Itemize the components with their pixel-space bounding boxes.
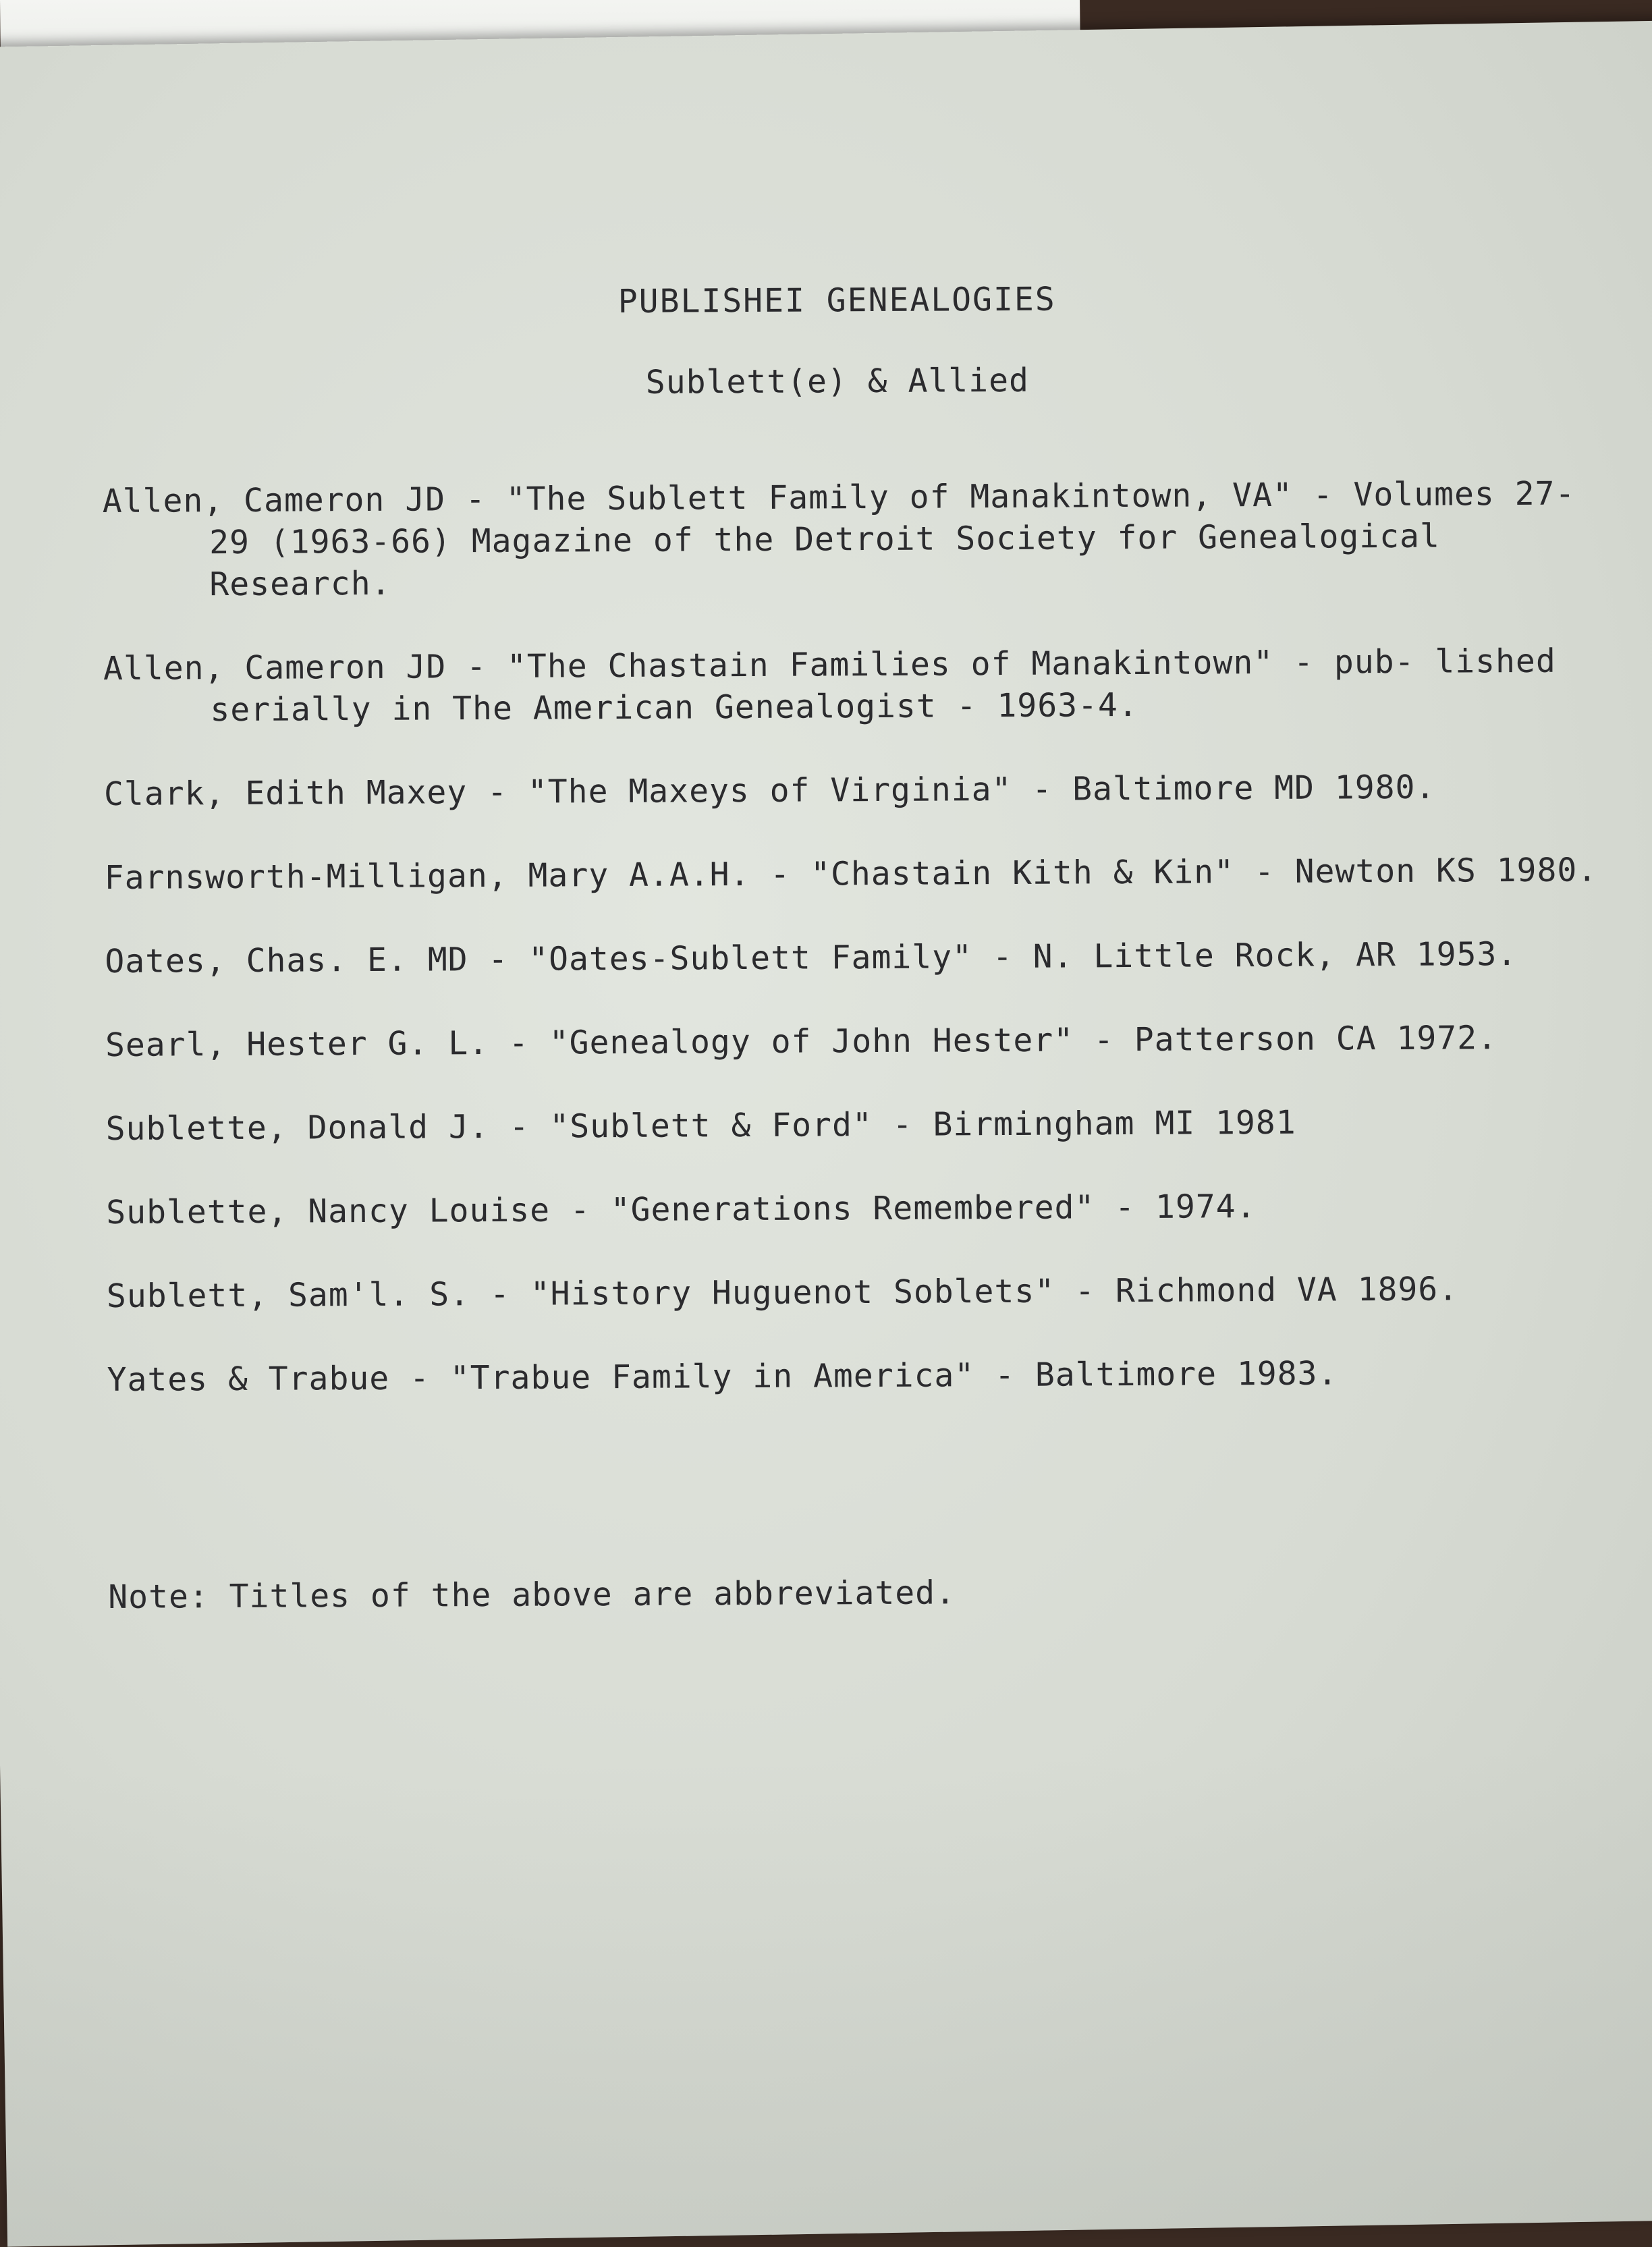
genealogy-entry bbox=[107, 1351, 1617, 1401]
genealogy-entry bbox=[106, 1100, 1616, 1150]
entry-first-line: Allen, Cameron JD - "The Chastain Families of Manakintown" - pub- bbox=[103, 642, 1415, 688]
entry-first-line: Sublette, Nancy Louise - "Generations Remembered" - 1974. bbox=[106, 1188, 1257, 1231]
entry-first-line: Sublette, Donald J. - "Sublett & Ford" - Birmingham MI 1981 bbox=[105, 1103, 1296, 1148]
entry-first-line: Sublett, Sam'l. S. - "History Huguenot Soblets" - Richmond VA 1896. bbox=[106, 1270, 1459, 1315]
genealogy-list bbox=[103, 472, 1626, 1401]
paper-shading bbox=[0, 1747, 1652, 2246]
entry-continuation: Volumes 27-29 (1963-66) Magazine of the Detroit Society for Genealogical Research. bbox=[209, 474, 1576, 604]
genealogy-entry bbox=[107, 1267, 1617, 1317]
entry-first-line: Searl, Hester G. L. - "Genealogy of John Hester" - Patterson CA 1972. bbox=[105, 1019, 1498, 1064]
genealogy-entry bbox=[106, 1184, 1616, 1233]
genealogy-entry bbox=[105, 933, 1615, 982]
page-subtitle: Sublett(e) & Allied bbox=[645, 361, 1030, 401]
genealogy-entry bbox=[104, 765, 1614, 815]
genealogy-entry bbox=[103, 640, 1614, 731]
entry-first-line: Farnsworth-Milligan, Mary A.A.H. - "Chastain Kith & Kin" - Newton bbox=[104, 852, 1416, 897]
footnote: Note: Titles of the above are abbreviated. bbox=[108, 1574, 956, 1616]
entry-first-line: Yates & Trabue - "Trabue Family in America" - Baltimore 1983. bbox=[107, 1354, 1338, 1399]
genealogy-entry bbox=[103, 472, 1614, 606]
entry-first-line: Oates, Chas. E. MD - "Oates-Sublett Family" - N. Little Rock, AR bbox=[105, 935, 1396, 980]
heading-block bbox=[297, 277, 1377, 405]
entry-first-line: Allen, Cameron JD - "The Sublett Family of Manakintown, VA" - bbox=[102, 476, 1333, 520]
genealogy-entry bbox=[105, 1016, 1616, 1066]
page-title: PUBLISHEI GENEALOGIES bbox=[617, 280, 1056, 321]
genealogy-entry bbox=[105, 849, 1615, 899]
entry-continuation: KS 1980. bbox=[1435, 851, 1598, 890]
typed-content bbox=[101, 262, 1626, 1618]
entry-continuation: 1953. bbox=[1416, 935, 1518, 974]
entry-first-line: Clark, Edith Maxey - "The Maxeys of Virginia" - Baltimore MD 1980. bbox=[103, 768, 1436, 813]
entry-continuation: lished serially in The American Genealogist - 1963-4. bbox=[210, 642, 1556, 729]
